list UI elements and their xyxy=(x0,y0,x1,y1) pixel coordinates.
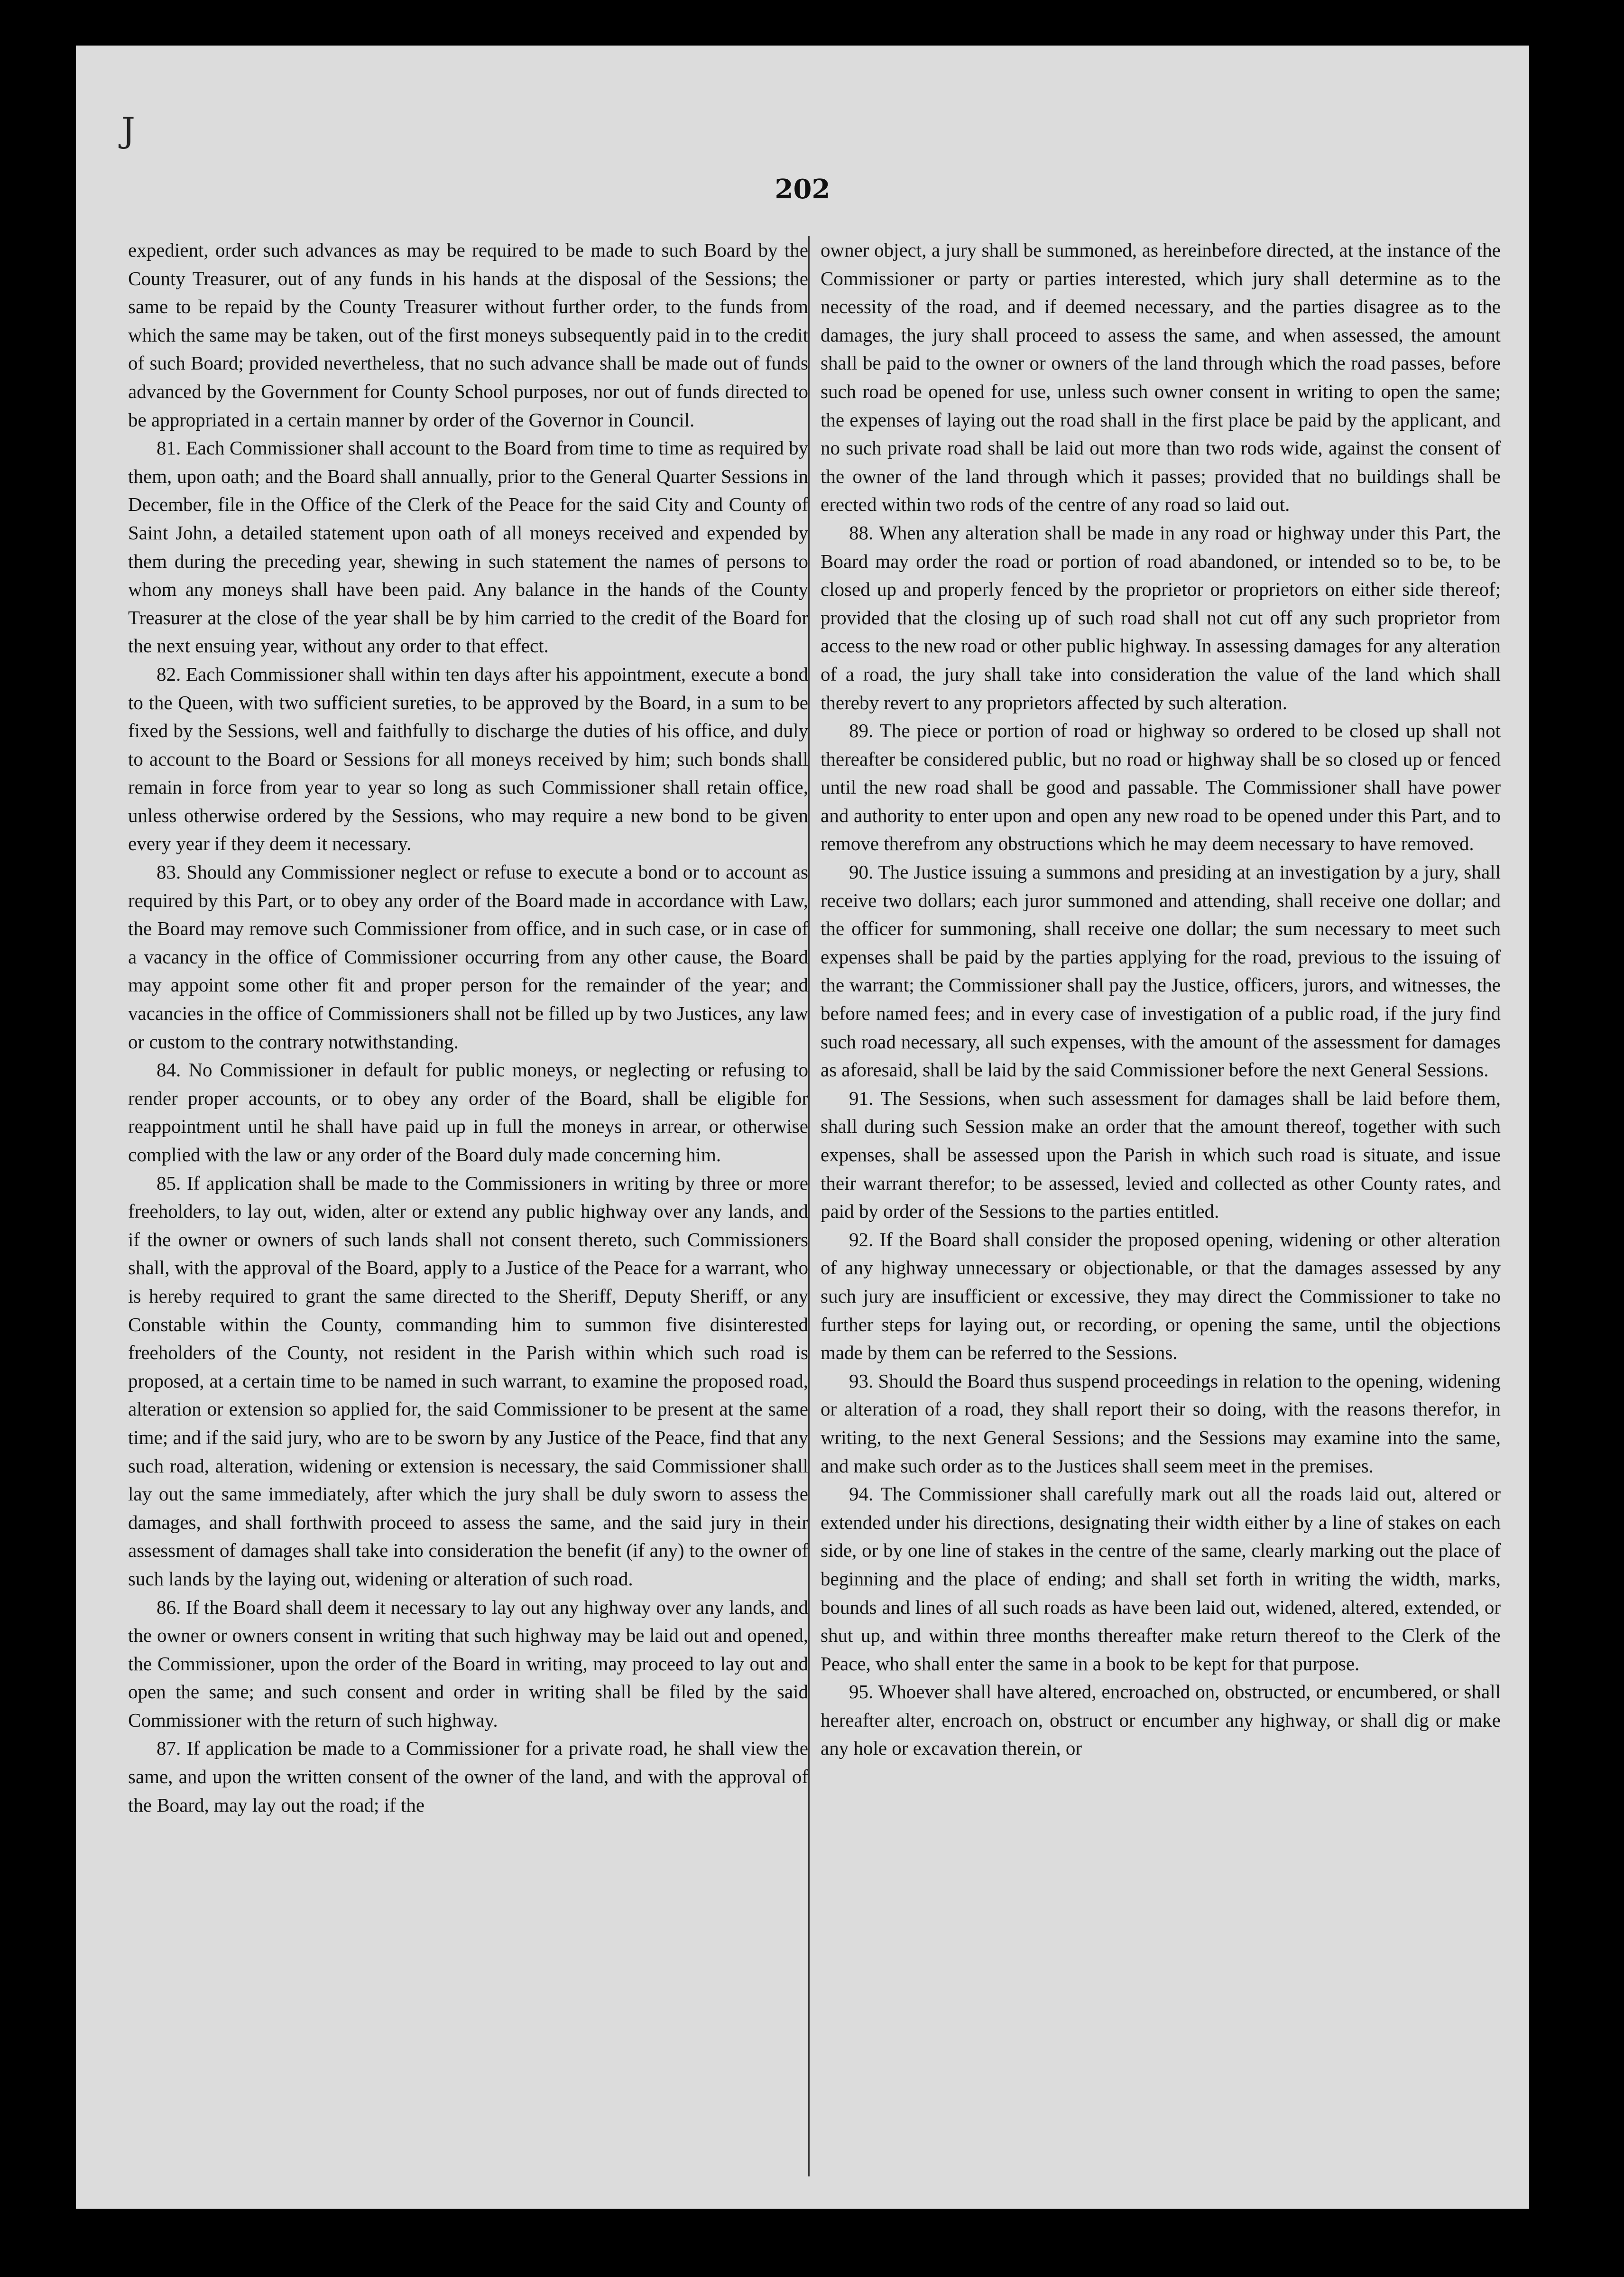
paragraph: expedient, order such advances as may be required to be made to such Board by the County Treasurer, out of any funds in his hands at the disposal of the Sessions; the same to be repaid by the County Treasurer without further order, to the funds from which the same may be taken, out of the first moneys subsequently paid in to the credit of such Board; provided nevertheless, that no such advance shall be made out of funds advanced by the Government for County School purposes, nor out of funds directed to be appropriated in a certain manner by order of the Governor in Council. xyxy=(128,239,808,431)
paragraph: 94. The Commissioner shall carefully mark out all the roads laid out, altered or extended under his directions, designating their width either by a line of stakes on each side, or by one line of stakes in the centre of the same, clearly marking out the place of beginning and the place of ending; and shall set forth in writing the width, marks, bounds and lines of all such roads as have been laid out, widened, altered, extended, or shut up, and within three months thereafter make return thereof to the Clerk of the Peace, who shall enter the same in a book to be kept for that purpose. xyxy=(821,1483,1501,1675)
paragraph: 91. The Sessions, when such assessment for damages shall be laid before them, shall during such Session make an order that the amount thereof, together with such expenses, shall be assessed upon the Parish in which such road is situate, and issue their warrant therefor; to be assessed, levied and collected as other County rates, and paid by order of the Sessions to the parties entitled. xyxy=(821,1087,1501,1222)
page-number: 202 xyxy=(775,174,830,205)
paragraph: 89. The piece or portion of road or highway so ordered to be closed up shall not thereafter be considered public, but no road or highway shall be so closed up or fenced until the new road shall be good and passable. The Commissioner shall have power and authority to enter upon and open any new road to be opened under this Part, and to remove therefrom any obstructions which he may deem necessary to have removed. xyxy=(821,720,1501,855)
paragraph: 81. Each Commissioner shall account to the Board from time to time as required by them, upon oath; and the Board shall annually, prior to the General Quarter Sessions in December, file in the Office of the Clerk of the Peace for the said City and County of Saint John, a detailed statement upon oath of all moneys received and expended by them during the preceding year, shewing in such statement the names of persons to whom any moneys shall have been paid. Any balance in the hands of the County Treasurer at the close of the year shall be by him carried to the credit of the Board for the next ensuing year, without any order to that effect. xyxy=(128,437,808,657)
document-page xyxy=(76,46,1529,2209)
paragraph: 95. Whoever shall have altered, encroached on, obstructed, or encumbered, or shall hereafter alter, encroach on, obstruct or encumber any highway, or shall dig or make any hole or excavation therein, or xyxy=(821,1681,1501,1759)
paragraph: 90. The Justice issuing a summons and presiding at an investigation by a jury, shall receive two dollars; each juror summoned and attending, shall receive one dollar; and the officer for summoning, shall receive one dollar; the sum necessary to meet such expenses shall be paid by the parties applying for the road, previous to the issuing of the warrant; the Commissioner shall pay the Justice, officers, jurors, and witnesses, the before named fees; and in every case of investigation of a public road, if the jury find such road necessary, all such expenses, with the amount of the assessment for damages as aforesaid, shall be laid by the said Commissioner before the next General Sessions. xyxy=(821,861,1501,1081)
left-column xyxy=(128,236,808,1819)
paragraph: 83. Should any Commissioner neglect or refuse to execute a bond or to account as required by this Part, or to obey any order of the Board made in accordance with Law, the Board may remove such Commissioner from office, and in such case, or in case of a vacancy in the office of Commissioner occurring from any other cause, the Board may appoint some other fit and proper person for the remainder of the year; and vacancies in the office of Commissioners shall not be filled up by two Justices, any law or custom to the contrary notwithstanding. xyxy=(128,861,808,1053)
paragraph: 84. No Commissioner in default for public moneys, or neglecting or refusing to render proper accounts, or to obey any order of the Board, shall be eligible for reappointment until he shall have paid up in full the moneys in arrear, or otherwise complied with the law or any order of the Board duly made concerning him. xyxy=(128,1059,808,1166)
paragraph: 86. If the Board shall deem it necessary to lay out any highway over any lands, and the owner or owners consent in writing that such highway may be laid out and opened, the Commissioner, upon the order of the Board in writing, may proceed to lay out and open the same; and such consent and order in writing shall be filed by the said Commissioner with the return of such highway. xyxy=(128,1596,808,1731)
right-column xyxy=(821,236,1501,1763)
paragraph: 85. If application shall be made to the Commissioners in writing by three or more freeholders, to lay out, widen, alter or extend any public highway over any lands, and if the owner or owners of such lands shall not consent thereto, such Commissioners shall, with the approval of the Board, apply to a Justice of the Peace for a warrant, who is hereby required to grant the same directed to the Sheriff, Deputy Sheriff, or any Constable within the County, commanding him to summon five disinterested freeholders of the County, not resident in the Parish within which such road is proposed, at a certain time to be named in such warrant, to examine the proposed road, alteration or extension so applied for, the said Commissioner to be present at the same time; and if the said jury, who are to be sworn by any Justice of the Peace, find that any such road, alteration, widening or extension is necessary, the said Commissioner shall lay out the same immediately, after which the jury shall be duly sworn to assess the damages, and shall forthwith proceed to assess the same, and the said jury in their assessment of damages shall take into consideration the benefit (if any) to the owner of such lands by the laying out, widening or alteration of such road. xyxy=(128,1172,808,1590)
paragraph: 88. When any alteration shall be made in any road or highway under this Part, the Board may order the road or portion of road abandoned, or intended so to be, to be closed up and properly fenced by the proprietor or proprietors on either side thereof; provided that the closing up of such road shall not cut off any such proprietor from access to the new road or other public highway. In assessing damages for any alteration of a road, the jury shall take into consideration the value of the land which shall thereby revert to any proprietors affected by such alteration. xyxy=(821,521,1501,713)
paragraph: owner object, a jury shall be summoned, as hereinbefore directed, at the instance of the Commissioner or party or parties interested, which jury shall determine as to the necessity of the road, and if deemed necessary, and the parties disagree as to the damages, the jury shall proceed to assess the same, and when assessed, the amount shall be paid to the owner or owners of the land through which the road passes, before such road be opened for use, unless such owner consent in writing to open the same; the expenses of laying out the road shall in the first place be paid by the applicant, and no such private road shall be laid out more than two rods wide, against the consent of the owner of the land through which it passes; provided that no buildings shall be erected within two rods of the centre of any road so laid out. xyxy=(821,239,1501,516)
paragraph: 82. Each Commissioner shall within ten days after his appointment, execute a bond to the Queen, with two sufficient sureties, to be approved by the Board, in a sum to be fixed by the Sessions, well and faithfully to discharge the duties of his office, and duly to account to the Board or Sessions for all moneys received by him; such bonds shall remain in force from year to year so long as such Commissioner shall retain office, unless otherwise ordered by the Sessions, who may require a new bond to be given every year if they deem it necessary. xyxy=(128,663,808,855)
corner-mark: J xyxy=(121,110,135,150)
column-divider xyxy=(808,236,810,2176)
paragraph: 87. If application be made to a Commissioner for a private road, he shall view the same, and upon the written consent of the owner of the land, and with the approval of the Board, may lay out the road; if the xyxy=(128,1737,808,1816)
paragraph: 92. If the Board shall consider the proposed opening, widening or other alteration of any highway unnecessary or objectionable, or that the damages assessed by any such jury are insufficient or excessive, they may direct the Commissioner to take no further steps for laying out, or recording, or opening the same, until the objections made by them can be referred to the Sessions. xyxy=(821,1228,1501,1364)
paragraph: 93. Should the Board thus suspend proceedings in relation to the opening, widening or alteration of a road, they shall report their so doing, with the reasons therefor, in writing, to the next General Sessions; and the Sessions may examine into the same, and make such order as to the Justices shall seem meet in the premises. xyxy=(821,1370,1501,1477)
